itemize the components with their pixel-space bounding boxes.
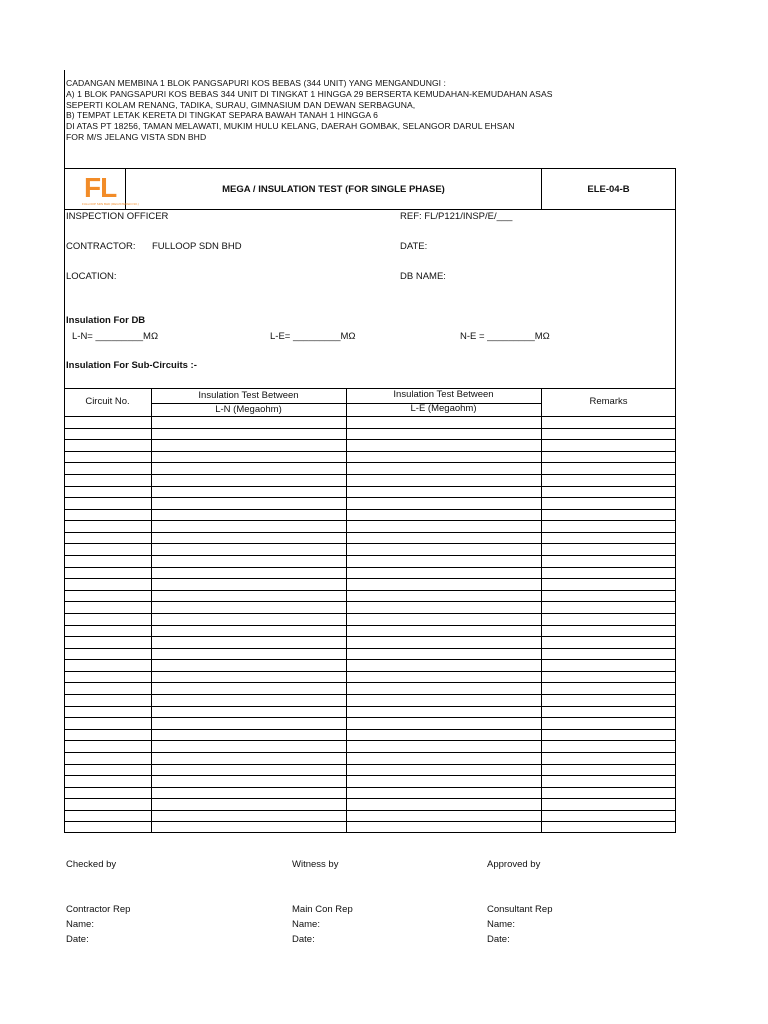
ref-label: REF: FL/P121/INSP/E/___ [400,211,513,222]
table-row [64,740,676,741]
insulation-le-field: L-E= _________MΩ [270,331,356,342]
contractor-name-field: Name: [66,919,94,930]
col-ln-header-top: Insulation Test Between [198,390,299,401]
contractor-label: CONTRACTOR: [66,241,136,252]
table-col-line [541,388,542,833]
table-row [64,474,676,475]
table-row [64,706,676,707]
table-row [64,462,676,463]
witness-by-label: Witness by [292,859,339,870]
title-row-divider [64,209,676,210]
table-row [64,764,676,765]
inspection-officer-label: INSPECTION OFFICER [66,211,169,222]
table-row [64,509,676,510]
table-row [64,601,676,602]
table-row [64,752,676,753]
table-row [64,659,676,660]
project-header-line: A) 1 BLOK PANGSAPURI KOS BEBAS 344 UNIT DI TINGKAT 1 HINGGA 29 BERSERTA KEMUDAHAN-KEMUDAHAN ASAS [66,88,553,99]
col-circuit-header: Circuit No. [85,396,130,407]
table-row [64,555,676,556]
table-row [64,694,676,695]
col-le-header-top: Insulation Test Between [393,389,494,400]
consultant-rep-label: Consultant Rep [487,904,553,915]
form-code: ELE-04-B [587,183,630,195]
contractor-date-field: Date: [66,934,89,945]
table-row [64,578,676,579]
table-row [64,821,676,822]
project-header-line: FOR M/S JELANG VISTA SDN BHD [66,131,207,142]
table-col-line [151,388,152,833]
db-name-label: DB NAME: [400,271,446,282]
table-row [64,451,676,452]
table-row [64,717,676,718]
table-row [64,439,676,440]
project-header-line: DI ATAS PT 18256, TAMAN MELAWATI, MUKIM HULU KELANG, DAERAH GOMBAK, SELANGOR DARUL EHSAN [66,121,515,132]
table-row [64,613,676,614]
table-row [64,636,676,637]
insulation-ne-field: N-E = _________MΩ [460,331,550,342]
project-header-line: SEPERTI KOLAM RENANG, TADIKA, SURAU, GIMNASIUM DAN DEWAN SERBAGUNA, [66,99,416,110]
table-row [64,520,676,521]
approved-by-label: Approved by [487,859,541,870]
insulation-db-heading: Insulation For DB [66,315,146,326]
consultant-name-field: Name: [487,919,515,930]
col-remarks-header: Remarks [589,396,628,407]
contractor-value: FULLOOP SDN BHD [152,241,242,252]
table-row [64,567,676,568]
insulation-ln-field: L-N= _________MΩ [72,331,159,342]
checked-by-label: Checked by [66,859,117,870]
location-label: LOCATION: [66,271,117,282]
main-con-rep-label: Main Con Rep [292,904,353,915]
form-box [64,168,676,833]
col-le-header-bottom: L-E (Megaohm) [410,403,477,414]
project-header-line: B) TEMPAT LETAK KERETA DI TINGKAT SEPARA BAWAH TANAH 1 HINGGA 6 [66,110,378,121]
table-row [64,625,676,626]
project-header-line: CADANGAN MEMBINA 1 BLOK PANGSAPURI KOS BEBAS (344 UNIT) YANG MENGANDUNGI : [66,78,446,88]
form-title: MEGA / INSULATION TEST (FOR SINGLE PHASE) [222,183,445,195]
header-margin-line [64,70,65,180]
table-row [64,428,676,429]
table-header-bottom [64,416,676,417]
table-row [64,543,676,544]
logo-subtext: FULLOOP SDN BHD (REGISTERED NO.) [82,202,139,206]
date-label: DATE: [400,241,428,252]
main-con-date-field: Date: [292,934,315,945]
table-row [64,787,676,788]
table-row [64,648,676,649]
table-row [64,729,676,730]
table-row [64,497,676,498]
table-row [64,590,676,591]
table-row [64,798,676,799]
table-row [64,486,676,487]
col-ln-header-bottom: L-N (Megaohm) [215,404,282,415]
table-row [64,682,676,683]
table-row [64,775,676,776]
project-header [66,78,553,143]
consultant-date-field: Date: [487,934,510,945]
table-row [64,532,676,533]
main-con-name-field: Name: [292,919,320,930]
company-logo [66,170,139,208]
table-col-line [346,388,347,833]
table-row [64,671,676,672]
contractor-rep-label: Contractor Rep [66,904,131,915]
table-row [64,810,676,811]
sub-circuits-heading: Insulation For Sub-Circuits :- [66,360,197,371]
logo-mark: FL [84,172,117,203]
